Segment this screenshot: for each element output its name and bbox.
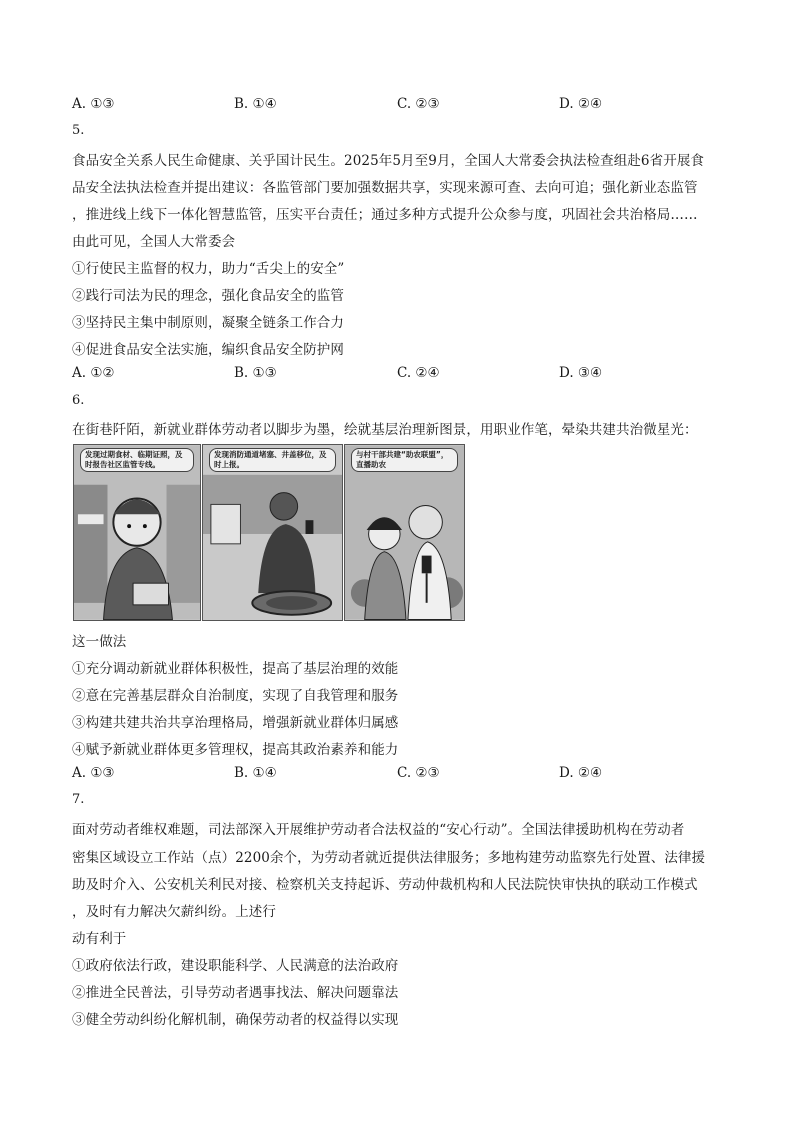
q5-statement-3: ③坚持民主集中制原则，凝聚全链条工作合力 xyxy=(72,315,344,331)
q6-number: 6. xyxy=(72,393,85,408)
q5-option-d[interactable]: D. ③④ xyxy=(559,365,603,381)
q7-stem-line: 密集区域设立工作站（点）2200余个，为劳动者就近提供法律服务；多地构建劳动监察先行处置、法律援 xyxy=(72,850,706,866)
comic-strip-image xyxy=(73,444,465,621)
q6-after-image: 这一做法 xyxy=(72,634,127,650)
q4-option-b[interactable]: B. ①④ xyxy=(234,96,277,112)
q6-option-b[interactable]: B. ①④ xyxy=(234,765,277,781)
q6-option-a[interactable]: A. ①③ xyxy=(72,765,115,781)
comic-panel-livestream xyxy=(344,444,465,621)
q7-statement-1: ①政府依法行政，建设职能科学、人民满意的法治政府 xyxy=(72,958,399,974)
q5-options xyxy=(72,365,732,385)
q6-statement-4: ④赋予新就业群体更多管理权，提高其政治素养和能力 xyxy=(72,742,399,758)
q5-stem-line: 食品安全关系人民生命健康、关乎国计民生。2025年5月至9月，全国人大常委会执法检查组赴6省开展食 xyxy=(72,153,705,169)
q5-statement-2: ②践行司法为民的理念，强化食品安全的监管 xyxy=(72,288,344,304)
q7-statement-3: ③健全劳动纠纷化解机制，确保劳动者的权益得以实现 xyxy=(72,1012,399,1028)
q5-stem-line: ，推进线上线下一体化智慧监管，压实平台责任；通过多种方式提升公众参与度，巩固社会共治格局…… xyxy=(72,207,698,223)
q4-option-a[interactable]: A. ①③ xyxy=(72,96,115,112)
q7-stem-line: ，及时有力解决欠薪纠纷。上述行 xyxy=(72,904,276,920)
q6-statement-1: ①充分调动新就业群体积极性，提高了基层治理的效能 xyxy=(72,661,399,677)
comic-panel-courier xyxy=(73,444,201,621)
q6-option-d[interactable]: D. ②④ xyxy=(559,765,603,781)
q4-option-c[interactable]: C. ②③ xyxy=(397,96,440,112)
q5-option-c[interactable]: C. ②④ xyxy=(397,365,440,381)
q6-options xyxy=(72,765,732,785)
q4-options xyxy=(72,96,732,116)
q4-option-d[interactable]: D. ②④ xyxy=(559,96,603,112)
q5-option-b[interactable]: B. ①③ xyxy=(234,365,277,381)
q5-number: 5. xyxy=(72,123,85,138)
q6-option-c[interactable]: C. ②③ xyxy=(397,765,440,781)
q7-stem-line: 面对劳动者维权难题，司法部深入开展维护劳动者合法权益的“安心行动”。全国法律援助机构在劳动者 xyxy=(72,822,685,838)
q7-stem-line: 动有利于 xyxy=(72,931,127,947)
comic-panel-manhole xyxy=(202,444,343,621)
q5-stem-line: 品安全法执法检查并提出建议：各监管部门要加强数据共享，实现来源可查、去向可追；强化新业态监管 xyxy=(72,180,698,196)
q5-stem-line: 由此可见，全国人大常委会 xyxy=(72,234,236,250)
q5-statement-1: ①行使民主监督的权力，助力“舌尖上的安全” xyxy=(72,261,345,277)
comic-caption: 与村干部共建“助农联盟”，直播助农 xyxy=(351,448,458,472)
q7-stem-line: 助及时介入、公安机关利民对接、检察机关支持起诉、劳动仲裁机构和人民法院快审快执的联动工作模式 xyxy=(72,877,698,893)
q7-number: 7. xyxy=(72,792,85,807)
comic-caption: 发现消防通道堵塞、井盖移位，及时上报。 xyxy=(209,448,336,472)
q6-statement-2: ②意在完善基层群众自治制度，实现了自我管理和服务 xyxy=(72,688,399,704)
comic-caption: 发现过期食材、临期证照，及时报告社区监管专线。 xyxy=(80,448,194,472)
q7-statement-2: ②推进全民普法，引导劳动者遇事找法、解决问题靠法 xyxy=(72,985,399,1001)
q5-statement-4: ④促进食品安全法实施，编织食品安全防护网 xyxy=(72,342,344,358)
q5-option-a[interactable]: A. ①② xyxy=(72,365,115,381)
q6-stem-line: 在街巷阡陌，新就业群体劳动者以脚步为墨，绘就基层治理新图景，用职业作笔，晕染共建共治微星光： xyxy=(72,422,698,438)
q6-statement-3: ③构建共建共治共享治理格局，增强新就业群体归属感 xyxy=(72,715,399,731)
